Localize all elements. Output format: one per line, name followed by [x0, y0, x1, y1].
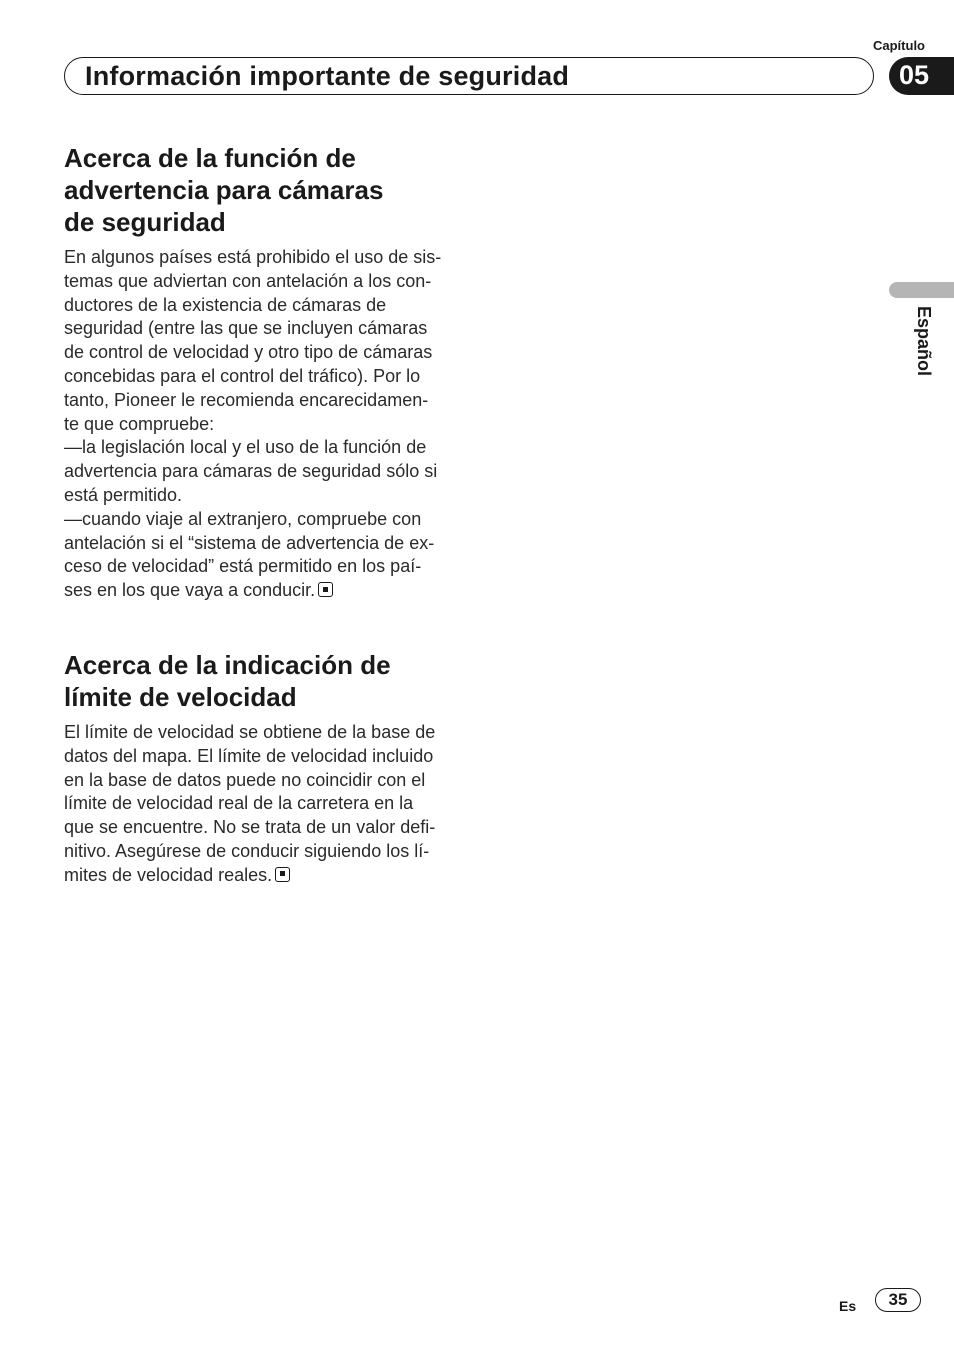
body-line: seguridad (entre las que se incluyen cámaras — [64, 318, 428, 339]
page-number: 35 — [875, 1288, 921, 1312]
body-line: datos del mapa. El límite de velocidad incluido — [64, 745, 434, 766]
body-line: antelación si el “sistema de advertencia de ex- — [64, 532, 435, 553]
heading-line: advertencia para cámaras — [64, 175, 384, 205]
body-line: mites de velocidad reales. — [64, 864, 273, 885]
section-safety-cameras — [64, 142, 464, 603]
end-of-section-icon — [275, 867, 290, 882]
language-tab-bar — [889, 282, 954, 298]
heading-line: Acerca de la función de — [64, 143, 356, 173]
page-header-title: Información importante de seguridad — [85, 61, 570, 91]
body-line: en la base de datos puede no coincidir con el — [64, 769, 426, 790]
body-line: —la legislación local y el uso de la función de — [64, 437, 427, 458]
chapter-number: 05 — [899, 60, 930, 90]
body-line: nitivo. Asegúrese de conducir siguiendo los lí- — [64, 840, 430, 861]
section-body — [64, 721, 464, 888]
section-heading — [64, 142, 464, 238]
body-line: advertencia para cámaras de seguridad sólo si — [64, 461, 438, 482]
body-line: tanto, Pioneer le recomienda encarecidamen- — [64, 389, 429, 410]
body-line: concebidas para el control del tráfico). Por lo — [64, 365, 421, 386]
body-line: temas que adviertan con antelación a los con- — [64, 270, 432, 291]
body-line: que se encuentre. No se trata de un valor defi- — [64, 817, 436, 838]
body-line: ceso de velocidad” está permitido en los paí- — [64, 556, 422, 577]
body-line: En algunos países está prohibido el uso de sis- — [64, 247, 442, 267]
section-body — [64, 246, 464, 603]
body-line: —cuando viaje al extranjero, compruebe con — [64, 508, 422, 529]
footer-language-code: Es — [839, 1298, 857, 1314]
heading-line: de seguridad — [64, 207, 226, 237]
chapter-tab — [889, 57, 954, 95]
body-line: de control de velocidad y otro tipo de cámaras — [64, 342, 433, 363]
body-line: ductores de la existencia de cámaras de — [64, 294, 387, 315]
header-bar — [64, 57, 874, 95]
body-line: El límite de velocidad se obtiene de la base de — [64, 722, 436, 742]
body-line-last — [64, 864, 464, 888]
section-speed-limit — [64, 649, 464, 888]
end-of-section-icon — [318, 582, 333, 597]
heading-line: límite de velocidad — [64, 682, 297, 712]
body-line: límite de velocidad real de la carretera en la — [64, 793, 414, 814]
section-heading — [64, 649, 464, 713]
heading-line: Acerca de la indicación de — [64, 650, 391, 680]
body-line-last — [64, 579, 464, 603]
language-tab-label: Español — [914, 306, 934, 377]
chapter-label: Capítulo — [873, 38, 925, 53]
body-line: te que compruebe: — [64, 413, 215, 434]
body-line: ses en los que vaya a conducir. — [64, 580, 316, 601]
body-line: está permitido. — [64, 484, 183, 505]
